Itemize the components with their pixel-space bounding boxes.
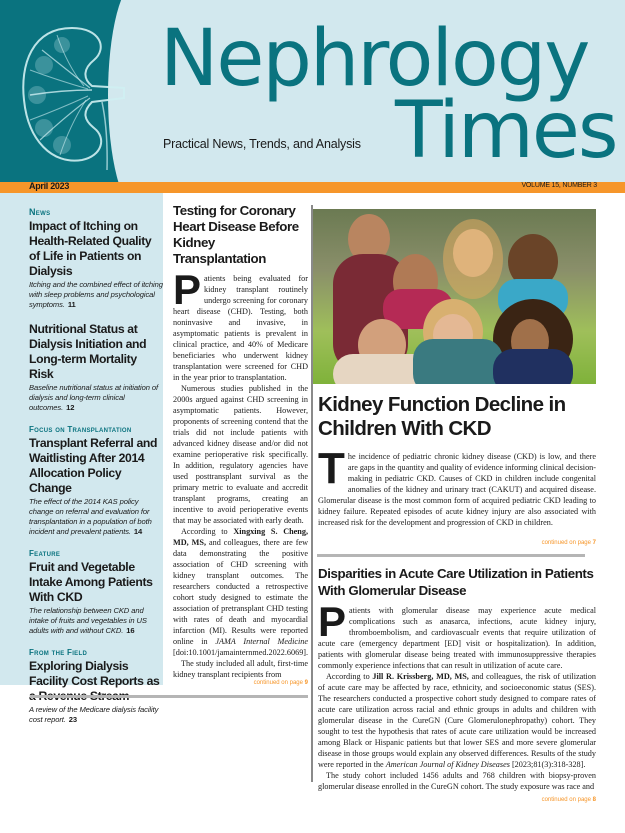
divider [317,554,585,557]
toc-headline[interactable]: Exploring Dialysis Facility Cost Reports as [29,659,160,688]
article-body: Patients being evaluated for kidney transplant routinely undergo screening for coronary heart disease (CHD). Testing, both noninvasive and invasive, in asymptomatic patients is prevalent in clinical practice, and 40% of Medicare beneficiaries who underwent kidney transplantation were screened for CHD in the year prior to transplantation. Numerous studies published in the 2000s argued against CHD screening in asymptomatic patients. However, proponents of screening contend that the trials did not include patients with advanced kidney disease and/or did not examine perioperative risk specifically. In addition, regulatory agencies have used posttransplant survival as the primary metric to evaluate and accredit transplant programs, creating an incentive to avoid perioperative events that may be associated with early death. According to Xingxing S. Cheng, MD, MS, and colleagues, there are few data demonstrating the positive association of CHD screening with kidney transplant outcomes. The researchers conducted a retrospective cohort study designed to estimate the association of pretransplant CHD testing with rates of death and myocardial infarction (MI). Results were reported online in JAMA Internal Medicine [doi:10.1001/jamainternmed.2022.6069]. The study included all adult, first-time kidney transplant recipients from [173,266,309,679]
toc-headline[interactable]: Transplant Referral and Waitlisting After 2014 Allocation Policy Change [29,436,158,495]
issue-date: April 2023 [29,181,70,191]
page-number: 16 [126,626,135,635]
section-kicker: From the Field [29,648,88,657]
section-kicker: News [29,207,51,217]
toc-description: The relationship between CKD and intake of fruits and vegetables in US adults with and without CKD. 16 [29,606,147,635]
section-kicker: Feature [29,549,61,558]
page-number: 14 [133,527,143,536]
toc-headline[interactable]: Fruit and Vegetable Intake Among Patients With CKD [29,560,153,604]
tagline: Practical News, Trends, and Analysis [163,137,361,151]
article-headline[interactable]: Testing for Coronary Heart Disease Before Kidney Transplantation [173,203,299,266]
toc-headline[interactable]: Nutritional Status at Dialysis Initiation and Long-term Mortality Risk [29,322,147,381]
page-number: 12 [66,403,75,412]
page-number: 11 [67,300,76,309]
toc-description: Baseline nutritional status at initiation of dialysis and long-term clinical outcomes. 12 [29,383,158,412]
drop-cap: P [318,598,347,645]
article-body: The incidence of pediatric chronic kidney disease (CKD) is low, and there are gaps in the quantity and quality of evidence informing clinical decision-making in pediatric CKD. Causes of CKD in children include congenital anomalies of the kidney and urinary tract (CAKUT) and acquired disease. Glomerular disease is the most common form of acquired pediatric CKD leading to kidney failure. Repeated episodes of acute kidney injury are also associated with increased risk for the development and progression of CKD in children. [318,444,596,527]
drop-cap: T [318,444,345,493]
feature-headline[interactable]: Kidney Function Decline in Children With CKD [318,393,566,440]
page-number: 23 [68,715,78,724]
toc-item[interactable] [29,322,163,413]
toc-description: The effect of the 2014 KAS policy change on referral and evaluation for transplantation in a population of both incident and prevalent patients. 14 [29,497,152,536]
section-news [29,207,163,413]
article-acute-care-disparities [318,566,596,792]
toc-description: Itching and the combined effect of itching with sleep problems and psychological symptoms. 11 [29,280,163,309]
divider [30,695,308,698]
toc-item[interactable] [29,560,163,636]
journal-name: American Journal of Kidney Diseases [385,760,510,769]
continued-link[interactable]: continued on page 8 [541,797,596,803]
journal-name: JAMA Internal Medicine [215,637,308,646]
article-headline[interactable]: Disparities in Acute Care Utilization in Patients With Glomerular Disease [318,566,594,598]
continued-link[interactable]: continued on page 9 [253,680,308,686]
toc-description: A review of the Medicare dialysis facility cost report. 23 [29,705,159,724]
section-feature [29,549,163,636]
publication-title: Nephrology [160,14,589,104]
contents-sidebar [0,193,163,724]
toc-item[interactable] [29,219,163,310]
section-from-the-field [29,648,163,725]
article-body: Patients with glomerular disease may experience acute medical complications such as anasarca, infections, acute kidney injury, thromboembolism, and cardiovascualr events that require utilization of acute care (emergency department [ED] visit or hospitalization). In addition, patients with glomerular disease being treated with immunosuppressive therapies commonly experience infections that can result in utilization of acute care. According to Jill R. Krissberg, MD, MS, and colleagues, the risk of utilization of acute care may be affected by race, ethnicity, and socioeconomic status (SES). The researchers conducted a prospective cohort study designed to compare rates of acute care utilization across racial and ethnic groups in adults and children with glomerular disease in the CureGN (Cure Glomerulonephropathy) cohort. They sought to test the hypothesis that rates of acute care utilization would be increased among Black or Hispanic patients but that lower SES and more severe glomerular disease in those groups would explain any observed differences. Results of the study were reported in the American Journal of Kidney Diseases [2023;81(3):318-328]. The study cohort included 1456 adults and 768 children with biopsy-proven glomerular disease enrolled in the CureGN cohort. The study exposure was race and [318,598,596,791]
children-photo [313,209,596,384]
toc-headline[interactable]: Impact of Itching on Health-Related Quality of Life in Patients on Dialysis [29,219,152,278]
section-focus-transplantation [29,425,163,537]
article-kidney-function-children [318,393,596,528]
dateline-bar [0,182,625,193]
volume-number: VOLUME 15, NUMBER 3 [521,182,597,189]
toc-item[interactable] [29,659,163,725]
section-kicker: Focus on Transplantation [29,425,132,434]
continued-link[interactable]: continued on page 7 [541,540,596,546]
author-name: Xingxing S. Cheng, MD, MS, [173,527,308,547]
masthead [0,0,625,182]
kidney-illustration-icon [12,20,132,170]
author-name: Jill R. Krissberg, MD, MS, [372,672,469,681]
article-chd-testing [173,203,308,680]
drop-cap: P [173,266,202,313]
publication-title-line2: Times [395,86,617,176]
toc-item[interactable] [29,436,163,537]
